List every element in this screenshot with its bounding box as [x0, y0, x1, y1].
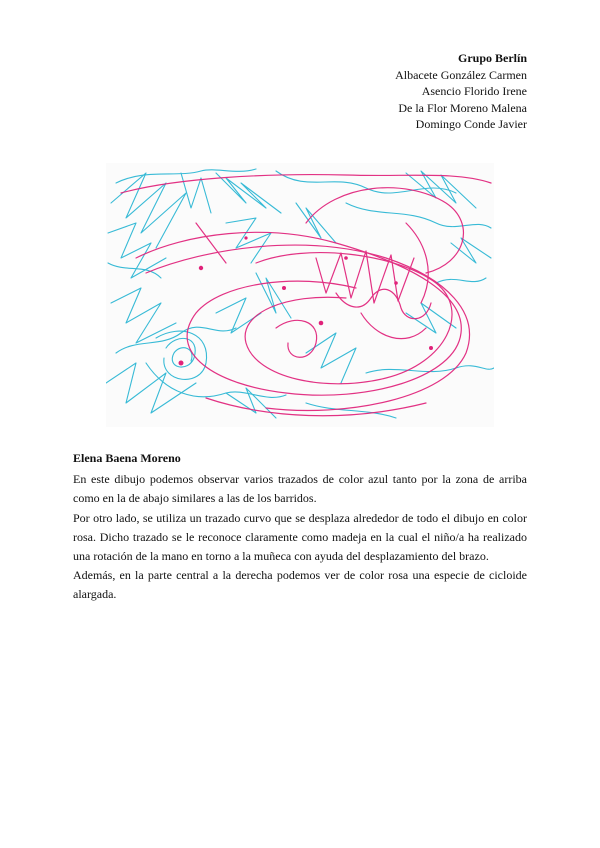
child-drawing: [106, 163, 494, 427]
member-name: Albacete González Carmen: [395, 67, 527, 82]
scribble-drawing-image: [106, 163, 494, 427]
analysis-author: Elena Baena Moreno: [73, 451, 181, 465]
analysis-paragraph: En este dibujo podemos observar varios trazados de color azul tanto por la zona de arriba como en la de abajo similares a las de los barridos.: [73, 472, 527, 506]
pink-dots: [179, 236, 434, 365]
analysis-paragraph: Por otro lado, se utiliza un trazado curvo que se desplaza alrededor de todo el dibujo en color rosa. Dicho trazado se le reconoce claramente como madeja en la cual el niño/a ha realizado una rotación de la mano en torno a la muñeca con ayuda del desplazamiento del brazo.: [73, 510, 527, 564]
member-name: Domingo Conde Javier: [415, 117, 527, 131]
blue-scribbles: [106, 169, 494, 418]
member-name: Asencio Florido Irene: [421, 84, 527, 98]
member-name: De la Flor Moreno Malena: [398, 100, 527, 115]
authors-header: [395, 50, 527, 133]
group-title: Grupo Berlín: [457, 51, 527, 65]
analysis-paragraph: Además, en la parte central a la derecha podemos ver de color rosa una especie de cicloide alargada.: [73, 568, 527, 602]
analysis-section: [73, 449, 527, 605]
